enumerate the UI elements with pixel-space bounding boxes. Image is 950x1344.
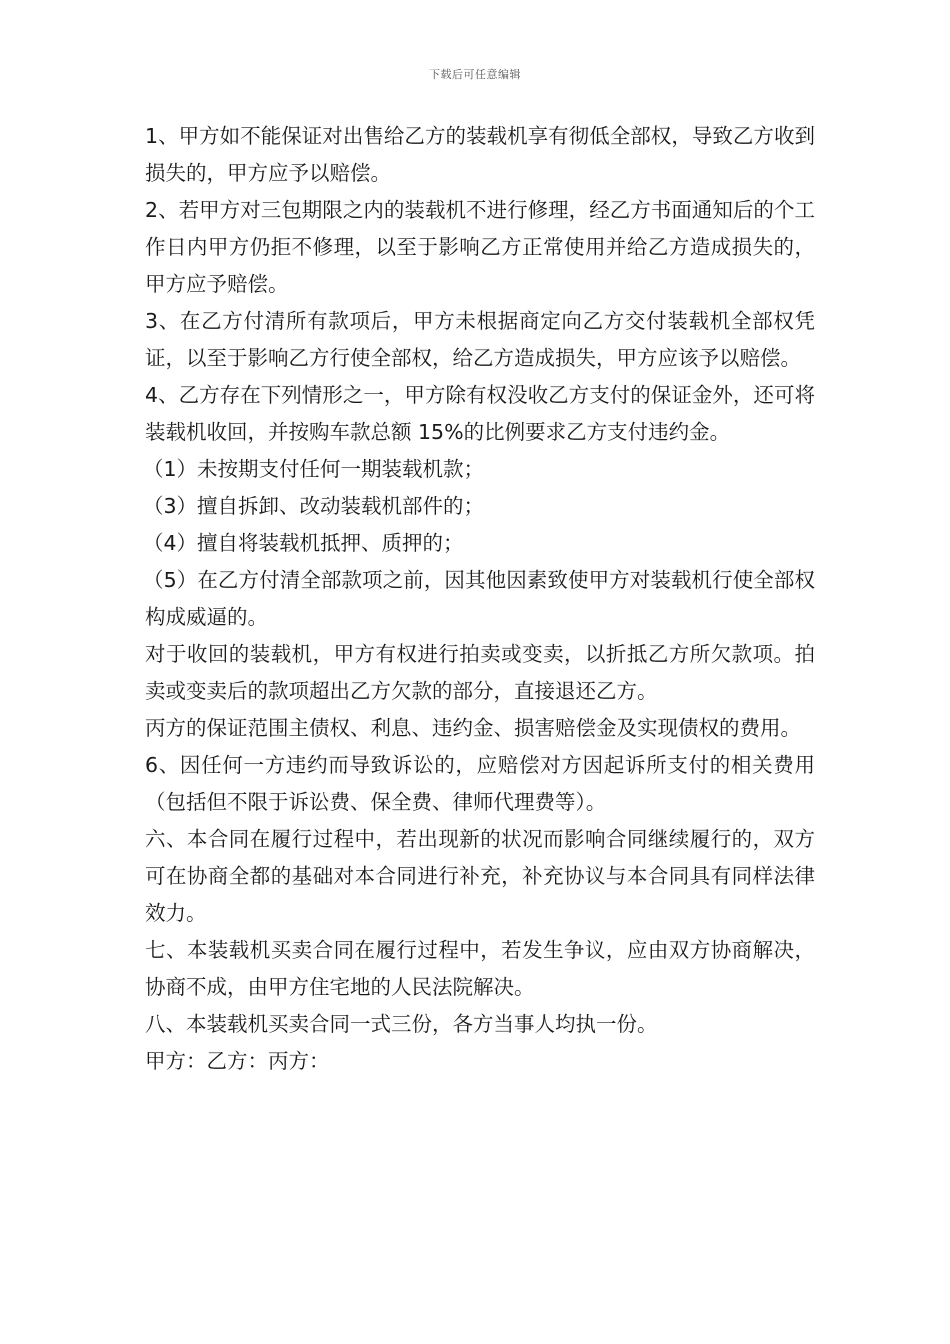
clause-4-item-4: （4）擅自将装载机抵押、质押的； bbox=[143, 531, 464, 555]
clause-6: 6、因任何一方违约而导致诉讼的，应赔偿对方因起诉所支付的相关费用（包括但不限于诉讼费、保全费、律师代理费等）。 bbox=[145, 753, 815, 814]
header-note: 下载后可任意编辑 bbox=[429, 68, 521, 81]
clause-4-item-3: （3）擅自拆卸、改动装载机部件的； bbox=[143, 494, 485, 518]
clause-3: 3、在乙方付清所有款项后，甲方未根据商定向乙方交付装载机全部权凭证，以至于影响乙方行使全部权，给乙方造成损失，甲方应该予以赔偿。 bbox=[145, 309, 815, 370]
clause-4-item-5: （5）在乙方付清全部款项之前，因其他因素致使甲方对装载机行使全部权构成威逼的。 bbox=[143, 568, 815, 629]
repossession-paragraph: 对于收回的装载机，甲方有权进行拍卖或变卖，以折抵乙方所欠款项。拍卖或变卖后的款项超出乙方欠款的部分，直接退还乙方。 bbox=[145, 642, 815, 703]
article-7: 七、本装载机买卖合同在履行过程中，若发生争议，应由双方协商解决，协商不成，由甲方住宅地的人民法院解决。 bbox=[145, 938, 815, 999]
article-8: 八、本装载机买卖合同一式三份，各方当事人均执一份。 bbox=[145, 1012, 658, 1036]
guarantee-scope-paragraph: 丙方的保证范围主债权、利息、违约金、损害赔偿金及实现债权的费用。 bbox=[145, 716, 801, 740]
document-body bbox=[145, 118, 815, 1080]
clause-4-item-1: （1）未按期支付任何一期装载机款； bbox=[143, 457, 485, 481]
clause-2: 2、若甲方对三包期限之内的装载机不进行修理，经乙方书面通知后的个工作日内甲方仍拒不修理，以至于影响乙方正常使用并给乙方造成损失的，甲方应予赔偿。 bbox=[145, 198, 815, 296]
clause-1: 1、甲方如不能保证对出售给乙方的装载机享有彻低全部权，导致乙方收到损失的，甲方应予以赔偿。 bbox=[145, 124, 815, 185]
signature-line: 甲方：乙方：丙方： bbox=[145, 1049, 330, 1073]
article-6: 六、本合同在履行过程中，若出现新的状况而影响合同继续履行的，双方可在协商全都的基础对本合同进行补充，补充协议与本合同具有同样法律效力。 bbox=[145, 827, 815, 925]
clause-4: 4、乙方存在下列情形之一，甲方除有权没收乙方支付的保证金外，还可将装载机收回，并按购车款总额 15%的比例要求乙方支付违约金。 bbox=[145, 383, 815, 444]
